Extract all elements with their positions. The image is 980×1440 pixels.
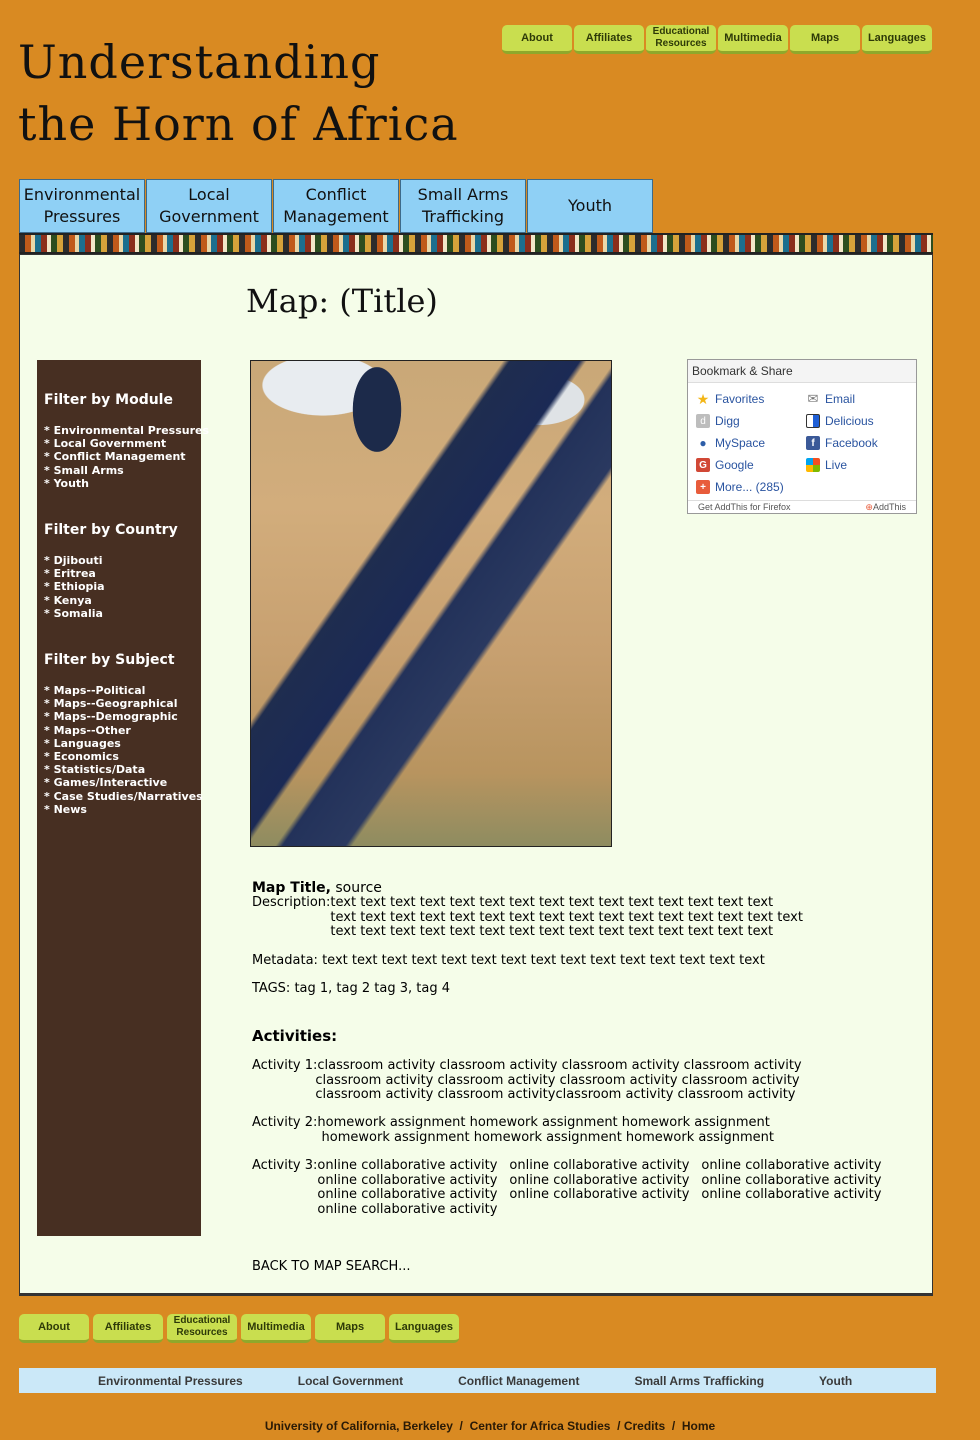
addthis-link[interactable]: ⊕AddThis — [865, 501, 906, 512]
activities-heading: Activities: — [252, 1027, 338, 1045]
footer-about-button[interactable]: About — [19, 1314, 89, 1343]
facebook-icon: f — [806, 436, 820, 450]
site-title[interactable] — [18, 35, 459, 151]
google-icon: G — [696, 458, 710, 472]
nav-languages-button[interactable]: Languages — [862, 25, 932, 54]
filter-subject-item[interactable]: * Maps--Geographical — [44, 697, 178, 711]
metadata-value: text text text text text text text text text text text text text text text — [322, 952, 765, 968]
digg-icon: d — [696, 414, 710, 428]
filter-country-item[interactable]: * Eritrea — [44, 567, 96, 581]
star-icon: ★ — [696, 390, 710, 407]
activity-3-cell: online collaborative activity — [317, 1158, 498, 1173]
share-digg[interactable] — [696, 413, 806, 429]
footer-link-environmental-pressures[interactable]: Environmental Pressures — [98, 1373, 243, 1388]
activity-2-line: homework assignment homework assignment homework assignment — [317, 1129, 774, 1145]
filter-subject-item[interactable]: * Maps--Political — [44, 684, 146, 698]
addthis-icon: ⊕ — [865, 501, 873, 512]
back-to-map-search-link[interactable]: BACK TO MAP SEARCH... — [252, 1259, 411, 1274]
filter-country-item[interactable]: * Ethiopia — [44, 580, 105, 594]
country-filter-list — [44, 554, 201, 620]
separator: / — [665, 1419, 682, 1433]
filter-subject-item[interactable]: * Economics — [44, 750, 119, 764]
share-myspace[interactable] — [696, 435, 806, 451]
filter-module-item[interactable]: * Environmental Pressures — [44, 424, 210, 437]
footer-link-local-government[interactable]: Local Government — [297, 1373, 404, 1388]
share-label: More... (285) — [715, 480, 784, 494]
activity-1 — [252, 1059, 802, 1103]
share-options — [688, 383, 916, 495]
filter-module-item[interactable]: * Small Arms — [44, 463, 124, 477]
tags-row — [252, 982, 803, 997]
share-email[interactable] — [806, 391, 916, 407]
nav-educational-resources-button[interactable]: Educational Resources — [646, 25, 716, 54]
credits-line — [0, 1419, 980, 1433]
activity-3-cell: online collaborative activity — [701, 1172, 882, 1188]
activity-2-label: Activity 2: — [252, 1115, 318, 1130]
share-heading: Bookmark & Share — [688, 360, 916, 383]
decorative-pattern-strip — [19, 233, 933, 254]
filter-sidebar — [37, 360, 210, 1236]
share-label: Facebook — [825, 436, 878, 450]
share-label: Delicious — [825, 414, 874, 428]
site-title-line-2: the Horn of Africa — [18, 97, 459, 151]
share-live[interactable] — [806, 457, 916, 473]
share-label: Live — [825, 458, 848, 472]
tab-youth[interactable]: Youth — [527, 179, 653, 233]
filter-subject-item[interactable]: * Statistics/Data — [44, 763, 146, 777]
get-addthis-link[interactable]: Get AddThis for Firefox — [698, 502, 791, 512]
share-facebook[interactable] — [806, 435, 916, 451]
activity-3 — [252, 1159, 881, 1217]
map-details — [252, 880, 803, 997]
nav-maps-button[interactable]: Maps — [790, 25, 860, 54]
activity-3-cell: online collaborative activity — [509, 1172, 690, 1188]
activity-3-cell: online collaborative activity — [317, 1187, 498, 1203]
filter-subject-item[interactable]: * Games/Interactive — [44, 776, 168, 790]
footer-link-youth[interactable]: Youth — [819, 1373, 853, 1388]
satellite-map-image[interactable] — [250, 360, 612, 847]
footer-educational-resources-button[interactable]: Educational Resources — [167, 1314, 237, 1343]
footer-maps-button[interactable]: Maps — [315, 1314, 385, 1343]
top-nav — [502, 25, 932, 54]
description-line: text text text text text text text text text text text text text text text — [330, 895, 774, 910]
share-more[interactable] — [696, 479, 806, 495]
activity-1-line: classroom activity classroom activity classroom activity classroom activity — [315, 1072, 800, 1088]
filter-module-heading: Filter by Module — [44, 392, 173, 408]
activity-3-cell: online collaborative activity — [317, 1201, 498, 1217]
description-label: Description: — [252, 895, 331, 910]
credits-link[interactable]: Credits — [623, 1419, 666, 1433]
filter-country-item[interactable]: * Djibouti — [44, 554, 103, 568]
filter-module-item[interactable]: * Conflict Management — [44, 450, 186, 464]
delicious-icon — [806, 414, 820, 428]
share-label: Email — [825, 392, 856, 406]
bookmark-share-widget — [687, 359, 917, 514]
activity-3-cell: online collaborative activity — [509, 1187, 690, 1203]
tab-conflict-management[interactable]: Conflict Management — [273, 179, 399, 233]
description-line: text text text text text text text text text text text text text text text — [330, 924, 774, 940]
footer-nav — [19, 1314, 459, 1343]
filter-country-heading: Filter by Country — [44, 522, 178, 539]
share-delicious[interactable] — [806, 413, 916, 429]
activity-3-cell: online collaborative activity — [701, 1158, 882, 1173]
description-row — [252, 896, 803, 940]
nav-affiliates-button[interactable]: Affiliates — [574, 25, 644, 54]
activity-3-grid — [317, 1159, 881, 1217]
site-title-line-1: Understanding — [18, 35, 381, 89]
page-title: Map: (Title) — [246, 282, 438, 320]
activity-1-line: classroom activity classroom activity classroom activity classroom activity — [317, 1058, 802, 1073]
share-google[interactable] — [696, 457, 806, 473]
filter-module-item[interactable]: * Local Government — [44, 437, 167, 451]
activity-3-label: Activity 3: — [252, 1158, 318, 1173]
filter-country-item[interactable]: * Somalia — [44, 606, 103, 620]
footer-link-small-arms-trafficking[interactable]: Small Arms Trafficking — [634, 1373, 765, 1388]
activity-3-cell: online collaborative activity — [317, 1172, 498, 1188]
share-footer — [688, 500, 916, 513]
tab-environmental-pressures[interactable]: Environmental Pressures — [19, 179, 145, 233]
nav-multimedia-button[interactable]: Multimedia — [718, 25, 788, 54]
footer-affiliates-button[interactable]: Affiliates — [93, 1314, 163, 1343]
filter-subject-item[interactable]: * Languages — [44, 736, 121, 750]
share-label: Favorites — [715, 392, 765, 406]
share-label: MySpace — [715, 436, 766, 450]
module-filter-list — [44, 424, 210, 490]
activity-2 — [252, 1116, 774, 1145]
share-favorites[interactable] — [696, 391, 806, 407]
share-label: Google — [715, 458, 754, 472]
center-africa-studies-link[interactable]: Center for Africa Studies — [469, 1419, 611, 1433]
filter-subject-heading: Filter by Subject — [44, 652, 175, 669]
tags-label: TAGS: — [252, 981, 295, 997]
activity-1-label: Activity 1: — [252, 1058, 318, 1073]
share-label: Digg — [715, 414, 740, 428]
activity-1-line: classroom activity classroom activityclassroom activity classroom activity — [315, 1087, 796, 1103]
activity-3-cell: online collaborative activity — [509, 1158, 690, 1173]
activity-3-cell: online collaborative activity — [701, 1187, 882, 1203]
module-tabs — [19, 179, 653, 233]
tags-value[interactable]: tag 1, tag 2 tag 3, tag 4 — [294, 981, 450, 997]
description-line: text text text text text text text text text text text text text text text text — [330, 909, 803, 925]
separator: / — [452, 1419, 470, 1433]
subject-filter-list — [44, 684, 201, 816]
tab-small-arms-trafficking[interactable]: Small Arms Trafficking — [400, 179, 526, 233]
footer-module-bar — [19, 1368, 936, 1393]
nav-about-button[interactable]: About — [502, 25, 572, 54]
footer-multimedia-button[interactable]: Multimedia — [241, 1314, 311, 1343]
filter-subject-item[interactable]: * News — [44, 802, 87, 816]
filter-subject-item[interactable]: * Maps--Demographic — [44, 710, 178, 724]
tab-local-government[interactable]: Local Government — [146, 179, 272, 233]
metadata-row — [252, 954, 803, 969]
footer-link-conflict-management[interactable]: Conflict Management — [458, 1373, 580, 1388]
plus-icon: + — [696, 480, 710, 494]
separator: / — [610, 1419, 624, 1433]
filter-module-item[interactable]: * Youth — [44, 476, 90, 490]
ucb-link[interactable]: University of California, Berkeley — [264, 1419, 453, 1433]
footer-languages-button[interactable]: Languages — [389, 1314, 459, 1343]
filter-subject-item[interactable]: * Maps--Other — [44, 723, 131, 737]
activity-2-line: homework assignment homework assignment homework assignment — [317, 1115, 770, 1130]
metadata-label: Metadata: — [252, 952, 323, 968]
map-title: Map Title, — [252, 880, 331, 896]
filter-subject-item[interactable]: * Case Studies/Narratives — [44, 789, 203, 803]
myspace-icon: ● — [699, 436, 707, 450]
envelope-icon: ✉ — [807, 391, 819, 406]
filter-country-item[interactable]: * Kenya — [44, 593, 92, 607]
map-source: source — [330, 880, 382, 896]
windows-live-icon — [806, 458, 820, 472]
home-link[interactable]: Home — [681, 1419, 716, 1433]
